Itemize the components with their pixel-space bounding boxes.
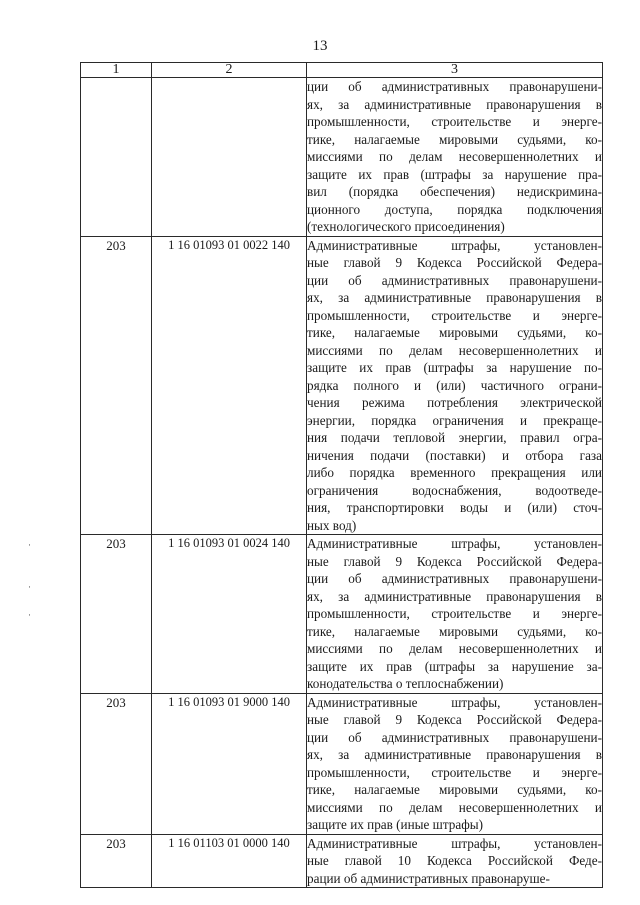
description-cell — [307, 535, 603, 694]
table-row — [81, 535, 603, 694]
description-line: защите их прав (иные штрафы) — [307, 817, 484, 832]
row-number-cell: 203 — [81, 236, 152, 535]
description-line: промышленности, строительстве и энерге- — [307, 307, 602, 323]
column-header: 1 — [81, 63, 152, 78]
description-line: миссиями по делам несовершеннолетних и — [307, 149, 602, 164]
description-line: ции об административных правонарушени- — [307, 272, 602, 288]
table-row — [81, 236, 603, 535]
margin-mark: · — [28, 540, 31, 550]
description-line: защите их прав (штрафы за нарушение за- — [307, 658, 602, 674]
description-cell — [307, 693, 603, 834]
margin-mark: · — [28, 582, 31, 592]
description-line: ния, транспортировки воды и (или) сточ- — [307, 500, 602, 515]
document-table — [80, 62, 603, 888]
description-line: Административные штрафы, установлен- — [307, 694, 602, 710]
budget-code-cell: 1 16 01103 01 0000 140 — [152, 834, 307, 888]
table-row — [81, 834, 603, 888]
description-cell — [307, 834, 603, 888]
description-line: Административные штрафы, установлен- — [307, 536, 602, 551]
row-number-cell: 203 — [81, 834, 152, 888]
description-line: ции об административных правонарушени- — [307, 79, 602, 94]
budget-code-cell: 1 16 01093 01 0022 140 — [152, 236, 307, 535]
description-cell — [307, 78, 603, 237]
margin-mark: · — [28, 610, 31, 620]
description-line: миссиями по делам несовершеннолетних и — [307, 799, 602, 815]
description-line: энергии, порядка ограничения и прекраще- — [307, 412, 602, 428]
description-line: тике, налагаемые мировыми судьями, ко- — [307, 325, 602, 340]
description-line: ции об административных правонарушени- — [307, 729, 602, 745]
table-row — [81, 693, 603, 834]
description-line: миссиями по делам несовершеннолетних и — [307, 342, 602, 358]
description-line: ные главой 9 Кодекса Российской Федера- — [307, 712, 602, 727]
row-number-cell — [81, 78, 152, 237]
description-line: тике, налагаемые мировыми судьями, ко- — [307, 782, 602, 797]
description-line: ограничения водоснабжения, водоотведе- — [307, 482, 602, 498]
description-line: ционного доступа, порядка подключения — [307, 201, 602, 217]
description-cell — [307, 236, 603, 535]
description-line: промышленности, строительстве и энерге- — [307, 606, 602, 621]
description-line: ции об административных правонарушени- — [307, 571, 602, 586]
description-line: промышленности, строительстве и энерге- — [307, 764, 602, 780]
description-line: ные главой 9 Кодекса Российской Федера- — [307, 553, 602, 569]
description-line: тике, налагаемые мировыми судьями, ко- — [307, 623, 602, 639]
budget-code-cell — [152, 78, 307, 237]
description-line: миссиями по делам несовершеннолетних и — [307, 641, 602, 656]
column-header: 2 — [152, 63, 307, 78]
description-line: ные главой 9 Кодекса Российской Федера- — [307, 255, 602, 270]
description-line: ничения подачи (поставки) и отбора газа — [307, 447, 602, 463]
description-line: Административные штрафы, установлен- — [307, 237, 602, 253]
description-line: тике, налагаемые мировыми судьями, ко- — [307, 131, 602, 147]
description-line: ния подачи тепловой энергии, правил огра- — [307, 430, 602, 445]
description-line: ях, за административные правонарушения в — [307, 747, 602, 762]
description-line: защите их прав (штрафы за нарушение пра- — [307, 166, 602, 182]
description-line: либо порядка временного прекращения или — [307, 465, 602, 480]
description-line: Административные штрафы, установлен- — [307, 835, 602, 851]
description-line: конодательства о теплоснабжении) — [307, 676, 504, 691]
description-line: (технологического присоединения) — [307, 219, 505, 234]
description-line: ных вод) — [307, 517, 357, 533]
table-header-row — [81, 63, 603, 78]
row-number-cell: 203 — [81, 535, 152, 694]
description-line: чения режима потребления электрической — [307, 395, 602, 410]
page-number: 13 — [312, 38, 328, 54]
description-line: ях, за административные правонарушения в — [307, 588, 602, 604]
budget-code-cell: 1 16 01093 01 0024 140 — [152, 535, 307, 694]
row-number-cell: 203 — [81, 693, 152, 834]
description-line: ях, за административные правонарушения в — [307, 96, 602, 112]
table-row — [81, 78, 603, 237]
description-line: вил (порядка обеспечения) недискримина- — [307, 184, 602, 199]
description-line: промышленности, строительстве и энерге- — [307, 114, 602, 129]
description-line: ные главой 10 Кодекса Российской Феде- — [307, 853, 602, 868]
budget-code-cell: 1 16 01093 01 9000 140 — [152, 693, 307, 834]
column-header: 3 — [307, 63, 603, 78]
description-line: защите их прав (штрафы за нарушение по- — [307, 360, 602, 375]
description-line: рации об административных правонаруше- — [307, 870, 550, 886]
description-line: рядка полного и (или) частичного ограни- — [307, 377, 602, 393]
description-line: ях, за административные правонарушения в — [307, 290, 602, 305]
